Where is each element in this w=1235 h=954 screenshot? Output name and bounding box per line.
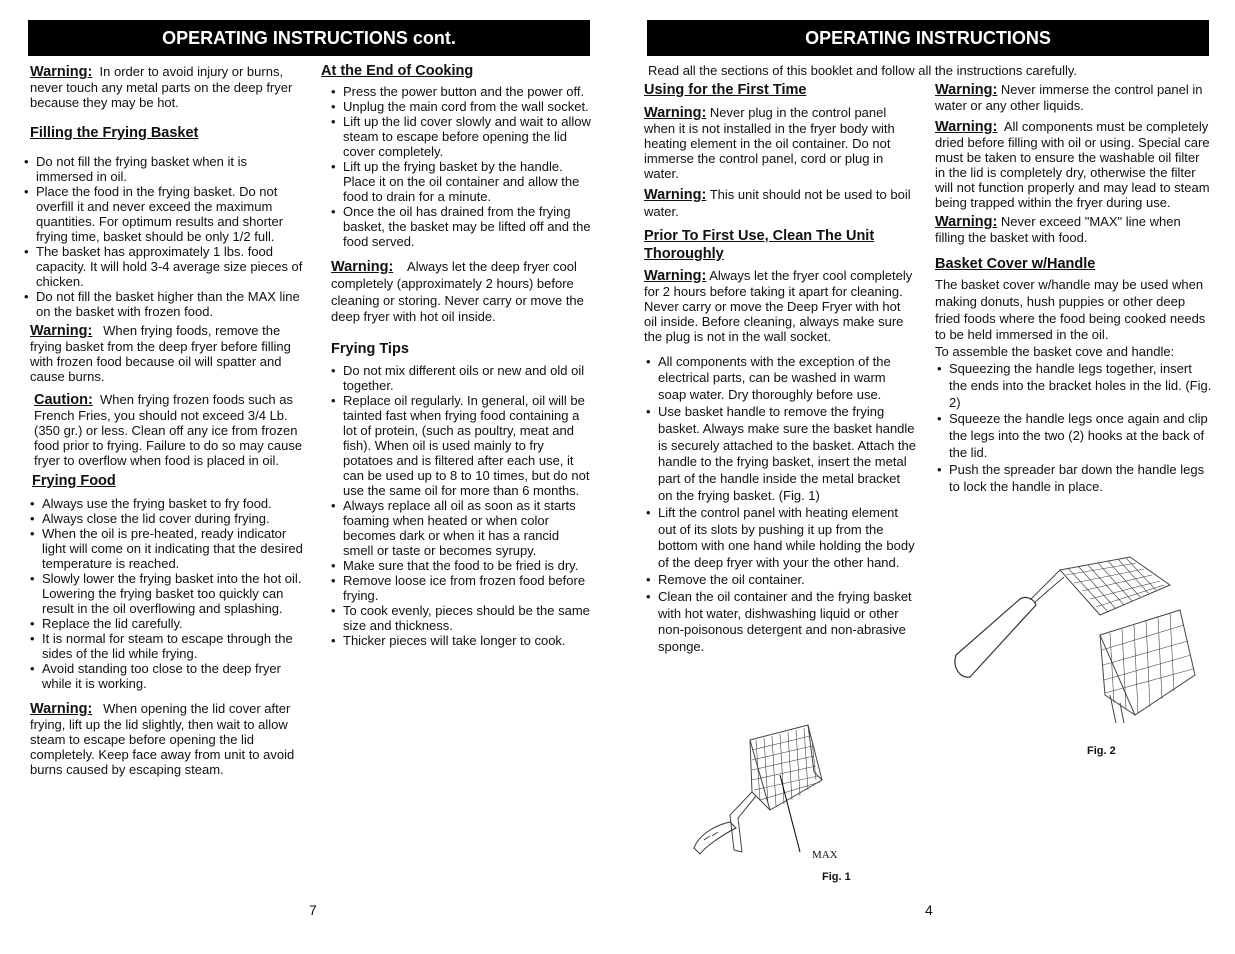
warning-paragraph <box>935 119 1213 210</box>
warning-label: Warning: <box>644 267 707 284</box>
list-item: • All components with the exception of the electrical parts, can be washed in warm soap water. Dry thoroughly before use. <box>644 354 916 404</box>
warning-label: Warning: <box>30 701 93 717</box>
list-item: • Make sure that the food to be fried is dry. <box>329 558 591 573</box>
warning-label: Warning: <box>30 64 93 80</box>
frying-list <box>28 496 306 691</box>
list-item: • Place the food in the frying basket. Do not overfill it and never exceed the maximum quantities. For optimum results and shorter frying time, basket should be only 1/2 full. <box>22 184 306 244</box>
list-item: • Press the power button and the power off. <box>329 84 591 99</box>
warning-text: Always let the fryer cool completely for 2 hours before taking it apart for cleaning. Never carry or move the Deep Fryer with hot oil inside. Before cleaning, always make sure the plug is not in the wall socket. <box>644 267 913 344</box>
left-banner: OPERATING INSTRUCTIONS cont. <box>28 20 590 56</box>
frying-tips-list <box>329 363 591 648</box>
filling-list <box>22 154 306 319</box>
warning-paragraph <box>28 323 306 384</box>
list-item: • Always use the frying basket to fry food. <box>28 496 306 511</box>
right-banner: OPERATING INSTRUCTIONS <box>647 20 1209 56</box>
warning-paragraph <box>935 214 1213 245</box>
list-item: • Do not fill the basket higher than the MAX line on the basket with frozen food. <box>22 289 306 319</box>
warning-label: Warning: <box>935 82 998 98</box>
caution-label: Caution: <box>34 392 93 408</box>
list-item: • To cook evenly, pieces should be the same size and thickness. <box>329 603 591 633</box>
caution-text: When frying frozen foods such as French Fries, you should not exceed 3/4 Lb. (350 gr.) or less. Clean off any ice from frozen food prior to frying. Failure to do so may cause fryer to overflow when food is placed in oil. <box>34 392 303 468</box>
list-item: • Push the spreader bar down the handle legs to lock the handle in place. <box>935 462 1213 496</box>
section-heading-end-of-cooking: At the End of Cooking <box>321 63 474 79</box>
warning-label: Warning: <box>935 214 998 230</box>
warning-text: Never exceed "MAX" line when filling the basket with food. <box>935 214 1181 245</box>
warning-paragraph <box>644 105 916 181</box>
list-item: • Unplug the main cord from the wall socket. <box>329 99 591 114</box>
section-heading-frying-food: Frying Food <box>32 473 116 489</box>
basket-cover-text: The basket cover w/handle may be used when making donuts, hush puppies or other deep fried foods where the food being cooked needs to be held immersed in the oil. <box>935 277 1206 343</box>
fig1-caption: Fig. 1 <box>822 871 851 883</box>
warning-label: Warning: <box>30 323 93 339</box>
list-item: • The basket has approximately 1 lbs. food capacity. It will hold 3-4 average size pieces of chicken. <box>22 244 306 289</box>
list-item: • Remove the oil container. <box>644 572 916 589</box>
list-item: • Replace the lid carefully. <box>28 616 306 631</box>
list-item: • Avoid standing too close to the deep fryer while it is working. <box>28 661 306 691</box>
warning-text: All components must be completely dried before filling with oil or using. Special care must be taken to ensure the washable oil filter in the lid is completely dry, otherwise the filter will not function properly and may lead to steam being trapped within the fryer during use. <box>935 119 1210 210</box>
assemble-list <box>935 361 1213 495</box>
fig2-caption: Fig. 2 <box>1087 745 1116 757</box>
warning-paragraph <box>644 187 916 221</box>
intro-text: Read all the sections of this booklet and follow all the instructions carefully. <box>648 63 1077 78</box>
fig2-basket-cover-illustration <box>950 555 1200 725</box>
list-item: • Once the oil has drained from the frying basket, the basket may be lifted off and the food served. <box>329 204 591 249</box>
list-item: • Slowly lower the frying basket into the hot oil. Lowering the frying basket too quickly can result in the oil overflowing and splashing. <box>28 571 306 616</box>
section-heading-filling: Filling the Frying Basket <box>30 125 199 141</box>
list-item: • Lift up the lid cover slowly and wait to allow steam to escape before opening the lid cover completely. <box>329 114 591 159</box>
end-of-cooking-list <box>329 84 591 249</box>
list-item: • Remove loose ice from frozen food before frying. <box>329 573 591 603</box>
list-item: • Squeeze the handle legs once again and clip the legs into the two (2) hooks at the back of the lid. <box>935 411 1213 461</box>
right-col1 <box>644 81 916 656</box>
list-item: • Use basket handle to remove the frying basket. Always make sure the basket handle is securely attached to the basket. Attach the handle to the frying basket, insert the metal part of the handle inside the metal bracket on the frying basket. (Fig. 1) <box>644 404 916 505</box>
list-item: • Clean the oil container and the frying basket with hot water, dishwashing liquid or other non-poisonous detergent and non-abrasive sponge. <box>644 589 916 656</box>
fig1-max-label: MAX <box>812 849 838 861</box>
list-item: • Replace oil regularly. In general, oil will be tainted fast when frying food containing a lot of protein, (such as poultry, meat and fish). When oil is used mainly to fry potatoes and is filtered after each use, it can be used up to 8 to 10 times, but do not use the same oil for more than 6 months. <box>329 393 591 498</box>
list-item: • Squeezing the handle legs together, insert the ends into the bracket holes in the lid. (Fig. 2) <box>935 361 1213 411</box>
page-number-right: 4 <box>925 902 933 918</box>
list-item: • It is normal for steam to escape through the sides of the lid while frying. <box>28 631 306 661</box>
right-col2 <box>935 82 1213 495</box>
warning-text: Never plug in the control panel when it is not installed in the fryer body with heating element in the oil container. Do not immerse the control panel, cord or plug in water. <box>644 105 895 181</box>
page-number-left: 7 <box>309 902 317 918</box>
warning-text: This unit should not be used to boil water. <box>644 187 911 219</box>
caution-paragraph <box>28 392 306 468</box>
warning-text: In order to avoid injury or burns, never touch any metal parts on the deep fryer because they may be hot. <box>30 64 293 110</box>
fig1-basket-illustration <box>690 720 850 870</box>
list-item: • Lift up the frying basket by the handle. Place it on the oil container and allow the food to drain for a minute. <box>329 159 591 204</box>
warning-text: When opening the lid cover after frying, lift up the lid slightly, then wait to allow steam to escape before opening the lid completely. Keep face away from unit to avoid burns caused by escaping steam. <box>30 701 295 777</box>
cleaning-list <box>644 354 916 656</box>
warning-paragraph <box>644 268 916 344</box>
list-item: • Do not mix different oils or new and old oil together. <box>329 363 591 393</box>
warning-label: Warning: <box>644 105 707 121</box>
warning-text: When frying foods, remove the frying basket from the deep fryer before filling with frozen food because oil will spatter and cause burns. <box>30 323 291 384</box>
section-heading-clean: Prior To First Use, Clean The Unit Thoroughly <box>644 227 875 262</box>
warning-paragraph <box>935 82 1213 113</box>
warning-paragraph <box>28 701 306 777</box>
warning-label: Warning: <box>935 119 998 135</box>
warning-text: Never immerse the control panel in water or any other liquids. <box>935 82 1203 113</box>
warning-paragraph <box>28 64 306 110</box>
list-item: • Do not fill the frying basket when it is immersed in oil. <box>22 154 306 184</box>
warning-paragraph <box>321 259 591 326</box>
warning-label: Warning: <box>331 259 394 275</box>
list-item: • When the oil is pre-heated, ready indicator light will come on it indicating that the desired temperature is reached. <box>28 526 306 571</box>
list-item: • Always close the lid cover during frying. <box>28 511 306 526</box>
section-heading-first-time: Using for the First Time <box>644 82 807 98</box>
warning-text: Always let the deep fryer cool completely (approximately 2 hours) before cleaning or storing. Never carry or move the deep fryer with hot oil inside. <box>331 259 584 325</box>
left-col1 <box>28 64 306 777</box>
left-col2 <box>321 62 591 648</box>
section-heading-frying-tips: Frying Tips <box>331 341 409 358</box>
assemble-text: To assemble the basket cove and handle: <box>935 344 1175 360</box>
list-item: • Always replace all oil as soon as it starts foaming when heated or when color becomes dark or when it has a rancid smell or taste or becomes syrupy. <box>329 498 591 558</box>
list-item: • Thicker pieces will take longer to cook. <box>329 633 591 648</box>
list-item: • Lift the control panel with heating element out of its slots by pushing it up from the bottom with one hand while holding the body of the deep fryer with your the other hand. <box>644 505 916 572</box>
section-heading-basket-cover: Basket Cover w/Handle <box>935 256 1096 272</box>
warning-label: Warning: <box>644 187 707 203</box>
